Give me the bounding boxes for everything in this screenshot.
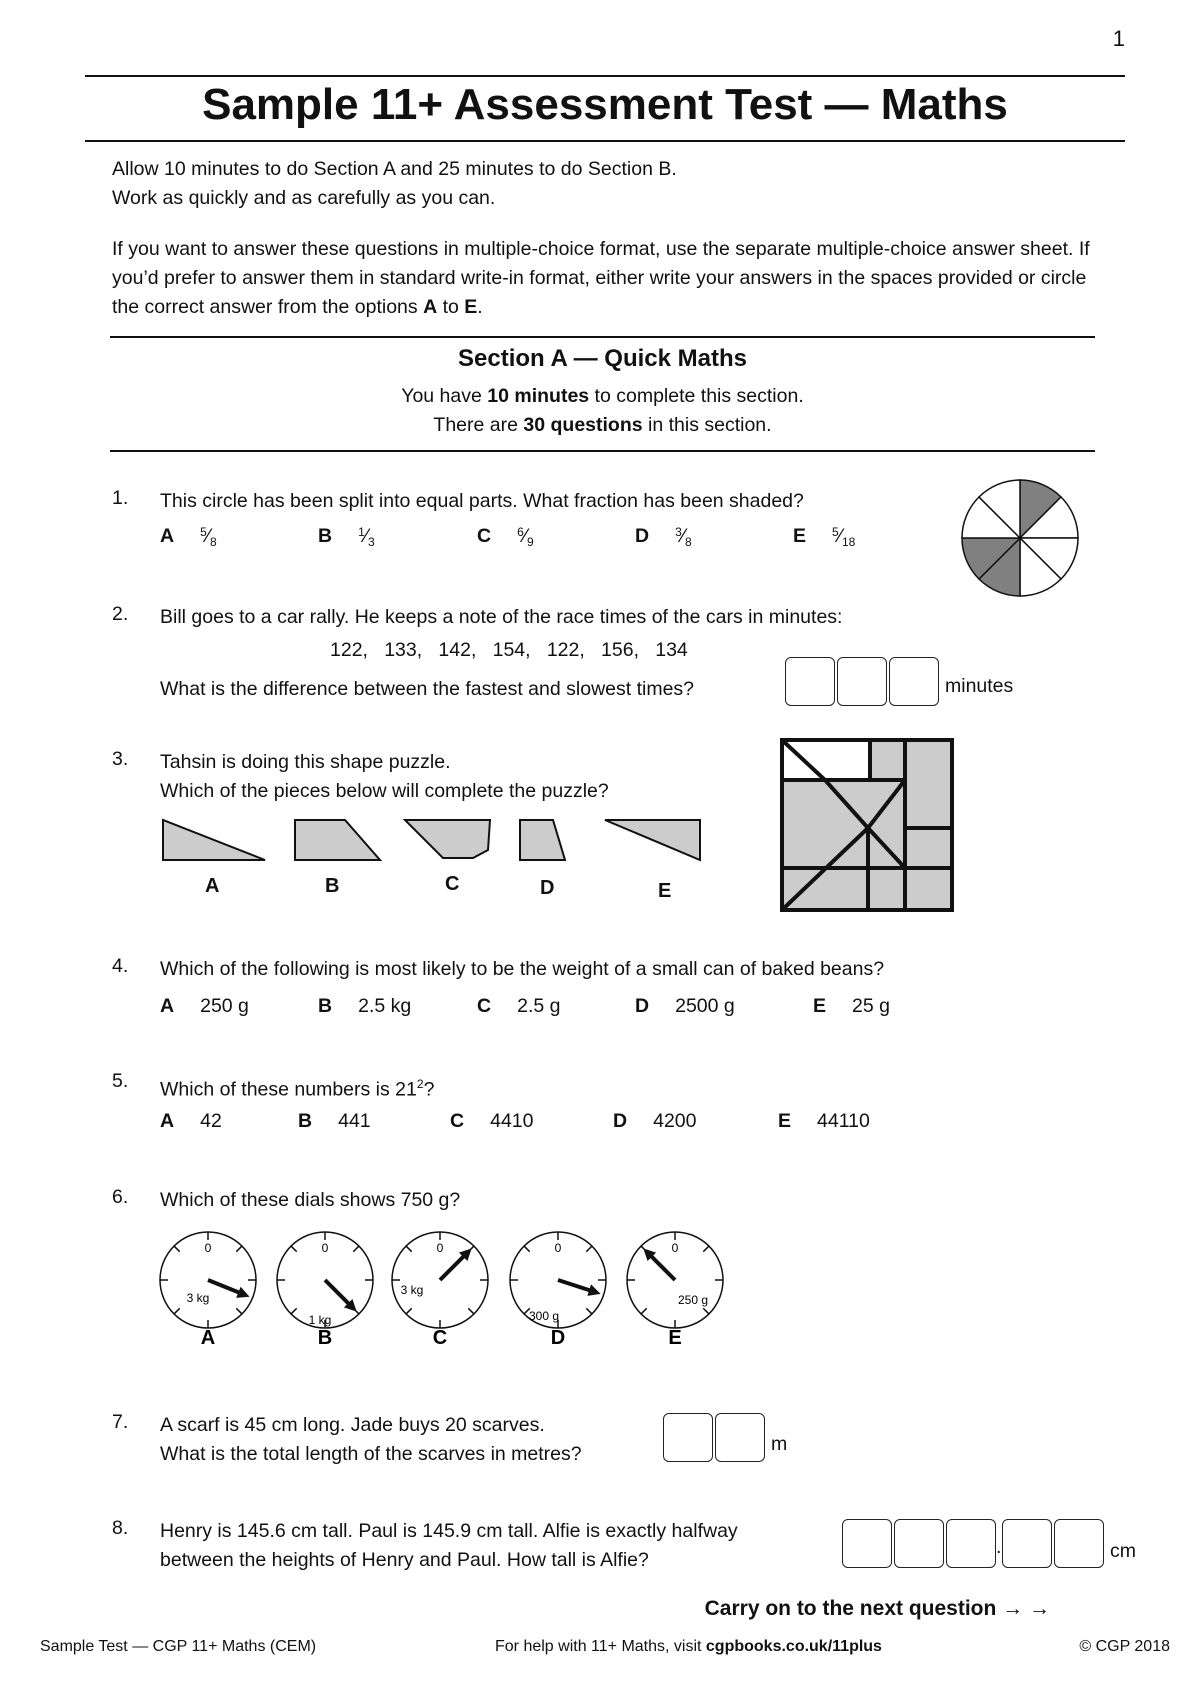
top-rule (85, 75, 1125, 77)
instruction-paragraph-2: If you want to answer these questions in multiple-choice format, use the separate multiple-choice answer sheet. If you’d prefer to answer them in standard write-in format, either write your answers in the spaces provided or circle the correct answer from the options A to E. (112, 238, 1090, 318)
dial-label-a: A (200, 1327, 216, 1347)
dial-zero-label: 0 (554, 1241, 562, 1255)
answer-box-digit-1[interactable] (785, 657, 835, 706)
piece-label-b: B (325, 875, 340, 897)
question-7-line-1: A scarf is 45 cm long. Jade buys 20 scarves. (160, 1414, 545, 1436)
dial-mark-label: 300 g (528, 1309, 560, 1323)
question-2-question: What is the difference between the fastest and slowest times? (160, 678, 695, 700)
question-7-number: 7. (112, 1411, 129, 1433)
question-3-line-2: Which of the pieces below will complete the puzzle? (160, 780, 609, 802)
puzzle-pieces (155, 815, 715, 865)
option-e[interactable]: E $^5⁄_{18}$ (793, 525, 856, 549)
piece-b-shape (295, 820, 380, 860)
option-d[interactable]: D $^3⁄_8$ (635, 525, 692, 549)
footer-copyright: © CGP 2018 (1079, 1638, 1170, 1655)
race-times-list: 122, 133, 142, 154, 122, 156, 134 (330, 639, 688, 661)
answer-box-digit-3[interactable] (889, 657, 939, 706)
dial-c[interactable] (392, 1232, 488, 1328)
question-7-line-2: What is the total length of the scarves in metres? (160, 1443, 582, 1465)
piece-label-e: E (658, 880, 672, 902)
dial-label-d: D (550, 1327, 566, 1347)
section-bottom-rule (110, 450, 1095, 452)
question-6-text: Which of these dials shows 750 g? (160, 1189, 461, 1211)
dial-label-e: E (668, 1327, 682, 1347)
page-number: 1 (1112, 26, 1125, 51)
option-b[interactable]: B 441 (298, 1110, 371, 1132)
dial-mark-label: 1 kg (308, 1313, 332, 1327)
answer-box-decimal-digit[interactable] (1002, 1519, 1052, 1568)
dials-row (150, 1222, 750, 1347)
dial-mark-label: 250 g (677, 1293, 709, 1307)
option-a[interactable]: A 42 (160, 1110, 222, 1132)
question-6-number: 6. (112, 1186, 129, 1208)
dial-mark-label: 3 kg (400, 1283, 424, 1297)
question-5-text: Which of these numbers is $21^2$? (160, 1077, 435, 1101)
section-title: Section A — Quick Maths (458, 345, 747, 372)
dial-label-b: B (317, 1327, 333, 1347)
answer-box-digit-1[interactable] (842, 1519, 892, 1568)
dial-zero-label: 0 (436, 1241, 444, 1255)
piece-a-shape (163, 820, 265, 860)
piece-c-shape (405, 820, 490, 858)
piece-label-c: C (445, 873, 460, 895)
question-7-unit: m (771, 1433, 788, 1455)
section-count-line: There are 30 questions in this section. (433, 414, 772, 436)
shaded-circle-diagram (955, 474, 1085, 604)
section-top-rule (110, 336, 1095, 338)
question-8-line-2: between the heights of Henry and Paul. How tall is Alfie? (160, 1549, 649, 1571)
answer-box-digit-3[interactable] (946, 1519, 996, 1568)
option-d[interactable]: D 2500 g (635, 995, 735, 1017)
piece-label-d: D (540, 877, 555, 899)
option-e[interactable]: E 44110 (778, 1110, 870, 1132)
question-5-number: 5. (112, 1070, 129, 1092)
footer-link[interactable]: cgpbooks.co.uk/11plus (705, 1638, 882, 1655)
question-8-unit: cm (1110, 1540, 1136, 1562)
option-d[interactable]: D 4200 (613, 1110, 697, 1132)
question-8-number: 8. (112, 1517, 129, 1539)
question-2-number: 2. (112, 603, 129, 625)
question-3-number: 3. (112, 748, 129, 770)
piece-d-shape (520, 820, 565, 860)
question-8-line-1: Henry is 145.6 cm tall. Paul is 145.9 cm tall. Alfie is exactly halfway (160, 1520, 738, 1542)
dial-zero-label: 0 (321, 1241, 329, 1255)
section-time-line: You have 10 minutes to complete this section. (401, 385, 804, 407)
piece-label-a: A (205, 875, 220, 897)
footer-help: For help with 11+ Maths, visit cgpbooks.co.uk/11plus (495, 1638, 882, 1655)
shape-puzzle-diagram (780, 738, 960, 918)
option-c[interactable]: C $^6⁄_9$ (477, 525, 534, 549)
question-1-number: 1. (112, 487, 129, 509)
question-4-number: 4. (112, 955, 129, 977)
carry-on-note: Carry on to the next question → → (704, 1597, 1050, 1620)
dial-label-c: C (432, 1327, 448, 1347)
decimal-point: . (996, 1536, 1002, 1558)
instruction-line-2: Work as quickly and as carefully as you can. (112, 187, 496, 209)
option-c[interactable]: C 4410 (450, 1110, 534, 1132)
option-e[interactable]: E 25 g (813, 995, 890, 1017)
dial-d[interactable] (510, 1232, 606, 1328)
dial-zero-label: 0 (671, 1241, 679, 1255)
footer-left: Sample Test — CGP 11+ Maths (CEM) (40, 1638, 317, 1655)
dial-a[interactable] (160, 1232, 256, 1328)
dial-e[interactable] (627, 1232, 723, 1328)
option-c[interactable]: C 2.5 g (477, 995, 561, 1017)
dial-mark-label: 3 kg (186, 1291, 210, 1305)
option-a[interactable]: A 250 g (160, 995, 249, 1017)
title-rule (85, 140, 1125, 142)
dial-zero-label: 0 (204, 1241, 212, 1255)
question-4-text: Which of the following is most likely to be the weight of a small can of baked beans? (160, 958, 885, 980)
answer-box-digit-2[interactable] (715, 1413, 765, 1462)
question-3-line-1: Tahsin is doing this shape puzzle. (160, 751, 451, 773)
answer-box-digit-2[interactable] (837, 657, 887, 706)
instructions (112, 155, 1102, 344)
answer-box-digit-1[interactable] (663, 1413, 713, 1462)
answer-box-decimal-digit-2[interactable] (1054, 1519, 1104, 1568)
question-2-unit: minutes (945, 675, 1014, 697)
option-a[interactable]: A $^5⁄_8$ (160, 525, 217, 549)
option-b[interactable]: B 2.5 kg (318, 995, 412, 1017)
page-title: Sample 11+ Assessment Test — Maths (202, 80, 1008, 129)
piece-e-shape (605, 820, 700, 860)
answer-box-digit-2[interactable] (894, 1519, 944, 1568)
question-1-text: This circle has been split into equal parts. What fraction has been shaded? (160, 490, 804, 512)
instruction-line-1: Allow 10 minutes to do Section A and 25 minutes to do Section B. (112, 158, 677, 180)
option-b[interactable]: B $^1⁄_3$ (318, 525, 375, 549)
question-2-text: Bill goes to a car rally. He keeps a note of the race times of the cars in minutes: (160, 606, 843, 628)
dial-b[interactable] (277, 1232, 373, 1328)
